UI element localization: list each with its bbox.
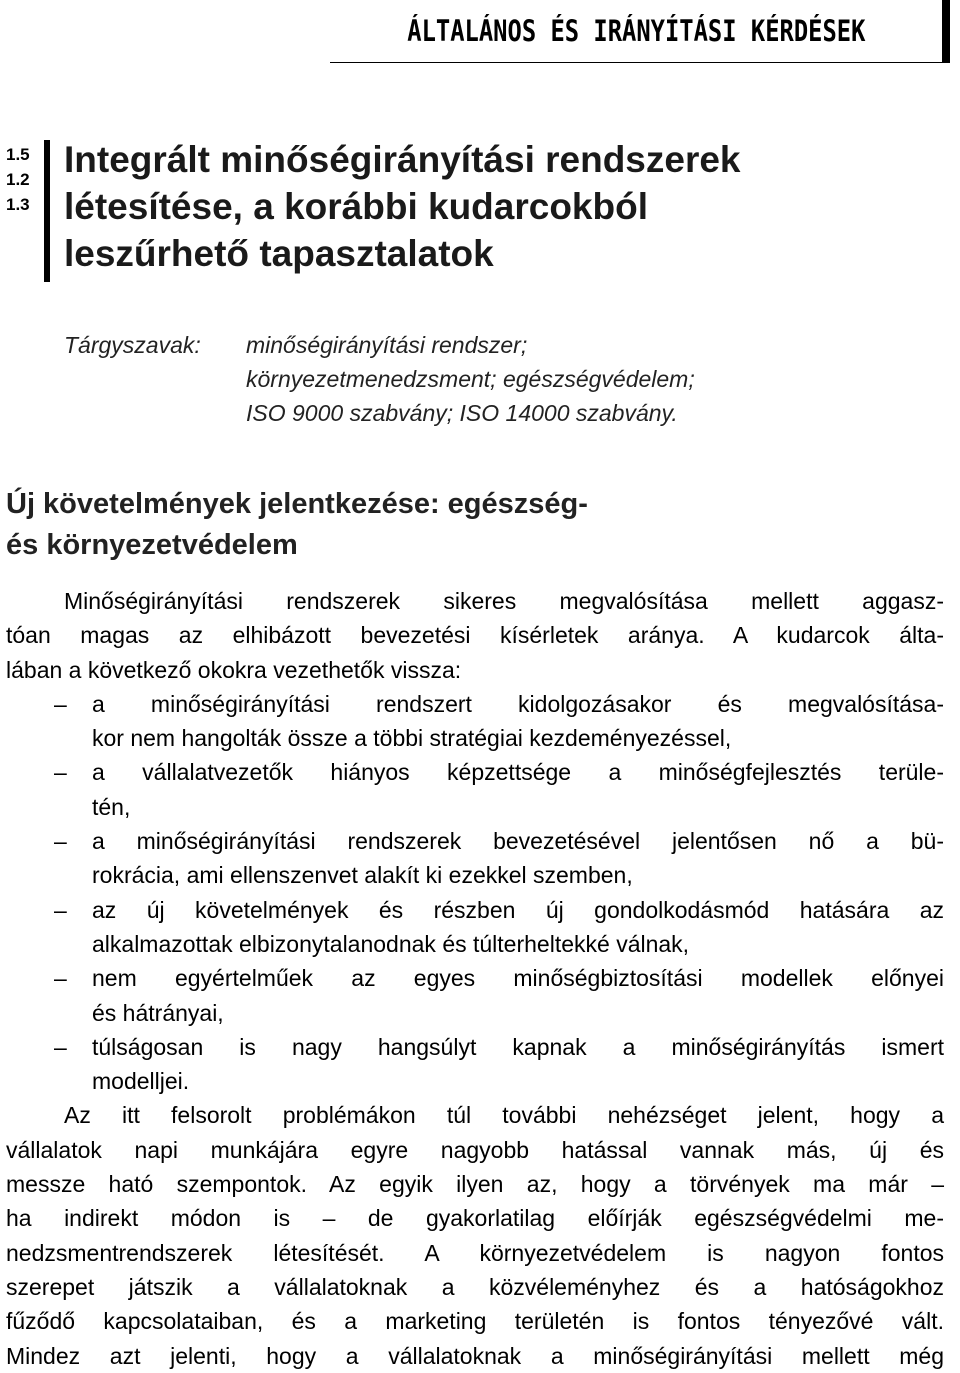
keywords-label: Tárgyszavak: [64, 332, 201, 358]
list-item-line: a vállalatvezetők hiányos képzettsége a minőségfejlesztés terüle- [92, 759, 944, 786]
bullet-dash: – [54, 828, 67, 855]
title-line: leszűrhető tapasztalatok [64, 233, 494, 274]
list-item-line: modelljei. [92, 1068, 190, 1095]
paragraph-line: vállalatok napi munkájára egyre nagyobb hatással vannak más, új és [6, 1136, 944, 1163]
list-item-line: tén, [92, 793, 131, 820]
list-item [6, 1030, 944, 1099]
bullet-dash: – [54, 759, 67, 786]
title-line: létesítése, a korábbi kudarcokból [64, 186, 648, 227]
list-item [6, 755, 944, 824]
paragraph-line: messze ható szempontok. Az egyik ilyen az, hogy a törvények ma már – [6, 1171, 944, 1198]
intro-line: tóan magas az elhibázott bevezetési kísérletek aránya. A kudarcok álta- [6, 622, 944, 649]
bullet-dash: – [54, 1033, 67, 1060]
list-item-line: a minőségirányítási rendszert kidolgozásakor és megvalósítása- [92, 690, 944, 717]
paragraph-line: fűződő kapcsolataiban, és a marketing területén is fontos tényezővé vált. [6, 1308, 944, 1335]
section-heading-line: és környezetvédelem [6, 529, 298, 561]
bullet-dash: – [54, 965, 67, 992]
body-text [6, 584, 944, 1373]
list-item-line: túlságosan is nagy hangsúlyt kapnak a minőségirányítás ismert [92, 1033, 944, 1060]
section-number: 1.2 [6, 170, 30, 189]
intro-line: lában a következő okokra vezethetők vissza: [6, 656, 462, 683]
list-item-line: a minőségirányítási rendszerek bevezetésével jelentősen nő a bü- [92, 828, 944, 855]
list-item-line: rokrácia, ami ellenszenvet alakít ki ezekkel szemben, [92, 862, 633, 889]
running-header-title: ÁLTALÁNOS ÉS IRÁNYÍTÁSI KÉRDÉSEK [406, 14, 866, 48]
keywords-line: minőségirányítási rendszer; [246, 332, 528, 358]
bullet-dash: – [54, 690, 67, 717]
keywords-line: ISO 9000 szabvány; ISO 14000 szabvány. [246, 400, 678, 426]
list-item-line: és hátrányai, [92, 999, 224, 1026]
paragraph-line: szerepet játszik a vállalatoknak a közvéleményhez és a hatóságokhoz [6, 1273, 944, 1300]
section-number: 1.5 [6, 145, 30, 164]
running-header [330, 0, 950, 63]
keywords-block [64, 328, 954, 430]
section-number: 1.3 [6, 195, 30, 214]
title-accent-bar [44, 140, 50, 282]
list-item-line: alkalmazottak elbizonytalanodnak és túlterheltekké válnak, [92, 930, 690, 957]
section-heading [6, 484, 906, 566]
section-numbers [6, 142, 42, 217]
list-item [6, 824, 944, 893]
list-item [6, 961, 944, 1030]
title-line: Integrált minőségirányítási rendszerek [64, 139, 741, 180]
section-heading-line: Új követelmények jelentkezése: egészség- [6, 488, 588, 520]
article-title [64, 136, 944, 277]
list-item-line: kor nem hangolták össze a többi stratégiai kezdeményezéssel, [92, 725, 732, 752]
bullet-dash: – [54, 896, 67, 923]
paragraph-line: Mindez azt jelenti, hogy a vállalatoknak a minőségirányítási mellett még [6, 1342, 944, 1369]
list-item [6, 893, 944, 962]
keywords-line: környezetmenedzsment; egészségvédelem; [246, 366, 695, 392]
list-item [6, 687, 944, 756]
paragraph-line: Az itt felsorolt problémákon túl további nehézséget jelent, hogy a [64, 1102, 944, 1129]
paragraph-line: ha indirekt módon is – de gyakorlatilag előírják egészségvédelmi me- [6, 1205, 944, 1232]
list-item-line: nem egyértelműek az egyes minőségbiztosítási modellek előnyei [92, 965, 944, 992]
list-item-line: az új követelmények és részben új gondolkodásmód hatására az [92, 896, 944, 923]
intro-line: Minőségirányítási rendszerek sikeres megvalósítása mellett aggasz- [64, 588, 944, 614]
paragraph-line: nedzsmentrendszerek létesítését. A környezetvédelem is nagyon fontos [6, 1239, 944, 1266]
